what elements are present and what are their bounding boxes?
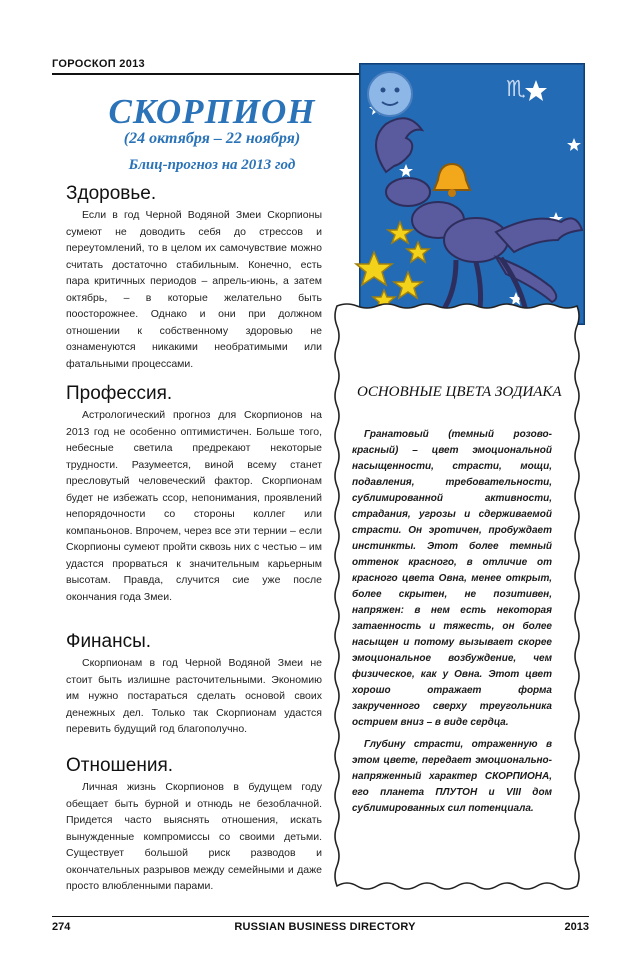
section-text-finance: Скорпионам в год Черной Водяной Змеи не стоит быть излишне расточительными. Экономию им нужно постараться сделать основой своих денежных дел. Только так Скорпионам удастся перевить будущий год благополучно. (66, 657, 322, 735)
section-heading-profession: Профессия. (66, 383, 173, 404)
sign-dates: (24 октября – 22 ноября) (123, 130, 301, 147)
sign-title: СКОРПИОН (108, 92, 316, 131)
sidebar-text (352, 427, 552, 817)
forecast-subtitle: Блиц-прогноз на 2013 год (128, 157, 296, 173)
section-heading-health: Здоровье. (66, 183, 157, 204)
header-rule (52, 73, 387, 75)
publication-name: RUSSIAN BUSINESS DIRECTORY (234, 921, 416, 933)
sidebar-paragraph: Гранатовый (темный розово-красный) – цвет эмоциональной насыщенности, страсти, мощи, подавления, требовательности, сублимированной активности, страдания, угрозы и сдерживаемой страсти. Он эротичен, пробуждает инстинкты. Этот более темный оттенок красного, в отличие от красного цвета Овна, менее открыт, более скрытен, не позитивен, напряжен: в нем есть некоторая затаенность и тяжесть, он более насыщен и потому вызывает скорее эмоциональное возбуждение, чем физическое, как у Овна. Этот цвет хорошо отражает форма закрученного сверху треугольника острием вниз – в виде сердца. (352, 429, 552, 728)
footer-rule (52, 916, 589, 917)
sidebar-title: ОСНОВНЫЕ ЦВЕТА ЗОДИАКА (357, 384, 562, 400)
section-text-relations: Личная жизнь Скорпионов в будущем году обещает быть бурной и отнюдь не безоблачной. Придется часто выяснять отношения, искать вынужденные компромиссы со своими детьми. Существует большой риск разводов и окончательных разрывов между семейными и даже просто влюбленными парами. (66, 781, 322, 892)
sun-face-icon (368, 72, 412, 116)
header-label: ГОРОСКОП 2013 (52, 58, 145, 70)
section-text-profession: Астрологический прогноз для Скорпионов на 2013 год не особенно оптимистичен. Больше того, небесные светила предрекают некоторые трудности. Разумеется, виной всему станет пресловутый человеческий фактор. Скорпионам будет не избежать ссор, непонимания, проявлений непорядочности со стороны коллег или компаньонов. Впрочем, через все эти тернии – если Скорпионы сумеют пройти сквозь них с честью – им удастся прорваться к значительным карьерным высотам. Правда, случится сие уже после окончания года Змеи. (66, 409, 322, 603)
section-heading-finance: Финансы. (66, 631, 152, 652)
svg-text:♏: ♏ (506, 77, 526, 102)
section-text-health: Если в год Черной Водяной Змеи Скорпионы сумеют не доводить себя до стрессов и переутомлений, то в целом их самочувствие можно считать достаточно стабильным. Конечно, есть пара критичных периодов – апрель-июнь, а затем октябрь, – в которые желательно быть поосторожнее. Однако и они при должном отношении к собственному здоровью не ознаменуются никакими необратимыми или фатальными процессами. (66, 209, 322, 370)
sidebar-paragraph: Глубину страсти, отраженную в этом цвете, передает эмоционально-напряженный характер СКОРПИОНА, его планета ПЛУТОН и VIII дом сублимированных сил потенциала. (352, 739, 552, 814)
page-number: 274 (52, 921, 71, 933)
footer-year: 2013 (564, 921, 589, 933)
section-heading-relations: Отношения. (66, 755, 174, 776)
